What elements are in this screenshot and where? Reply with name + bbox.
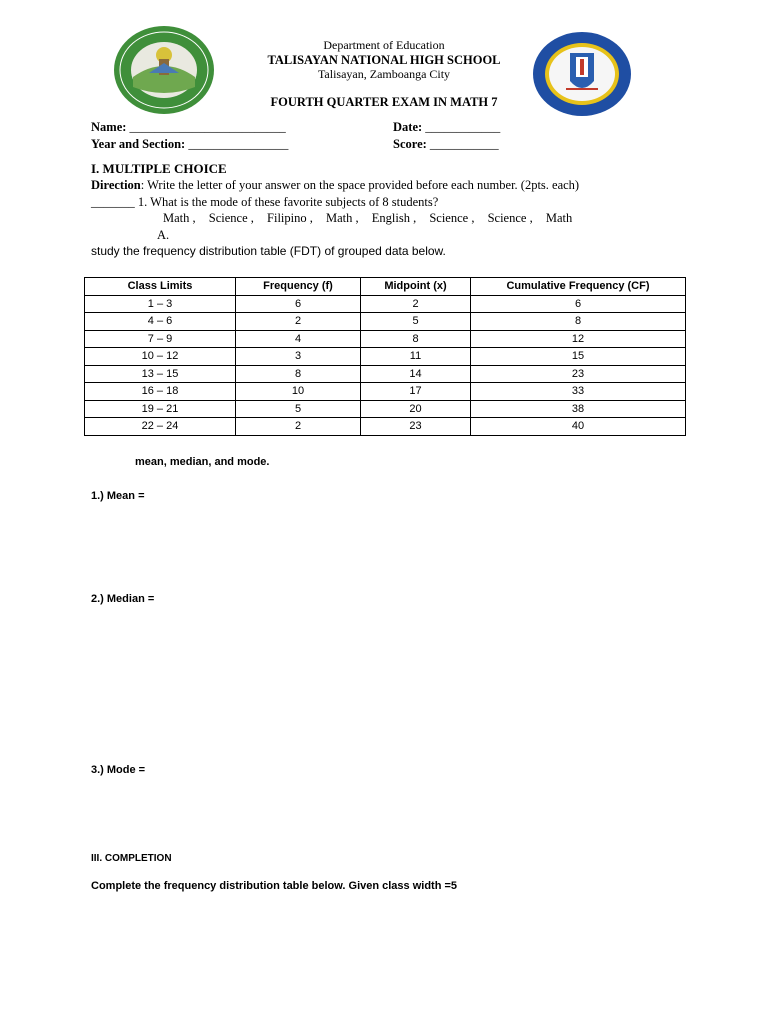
exam-title: FOURTH QUARTER EXAM IN MATH 7 bbox=[270, 95, 498, 109]
q1-text: 1. What is the mode of these favorite subjects of 8 students? bbox=[134, 195, 439, 209]
table-row bbox=[85, 418, 686, 436]
q1-answer-blank[interactable]: _______ bbox=[91, 195, 135, 209]
table-cell: 8 bbox=[471, 313, 686, 331]
table-cell: 7 – 9 bbox=[85, 330, 236, 348]
table-cell: 5 bbox=[236, 400, 361, 418]
table-row bbox=[85, 365, 686, 383]
direction-text: : Write the letter of your answer on the space provided before each number. (2pts. each) bbox=[140, 178, 580, 192]
section1-title: I. MULTIPLE CHOICE bbox=[91, 161, 227, 176]
table-cell: 11 bbox=[361, 348, 471, 366]
table-cell: 17 bbox=[361, 383, 471, 401]
table-cell: 38 bbox=[471, 400, 686, 418]
instruction-text: mean, median, and mode. bbox=[135, 456, 270, 468]
table-cell: 6 bbox=[236, 295, 361, 313]
subject-item: English , bbox=[371, 211, 417, 225]
table-cell: 20 bbox=[361, 400, 471, 418]
date-label: Date: bbox=[393, 120, 423, 134]
mode-question: 3.) Mode = bbox=[91, 764, 146, 776]
subject-item: Math , bbox=[163, 211, 196, 225]
direction-line bbox=[91, 178, 579, 193]
table-cell: 3 bbox=[236, 348, 361, 366]
table-cell: 2 bbox=[236, 418, 361, 436]
department-title: Department of Education bbox=[323, 38, 445, 52]
table-cell: 2 bbox=[361, 295, 471, 313]
date-input-line[interactable]: ____________ bbox=[425, 120, 501, 134]
table-cell: 23 bbox=[361, 418, 471, 436]
school-location: Talisayan, Zamboanga City bbox=[317, 67, 451, 81]
section3-title: III. COMPLETION bbox=[91, 853, 172, 864]
table-cell: 8 bbox=[361, 330, 471, 348]
table-row bbox=[85, 400, 686, 418]
name-input-line[interactable]: _________________________ bbox=[129, 120, 286, 134]
table-row bbox=[85, 348, 686, 366]
date-field bbox=[393, 120, 500, 135]
name-field bbox=[91, 120, 286, 135]
table-cell: 23 bbox=[471, 365, 686, 383]
column-header: Midpoint (x) bbox=[361, 278, 471, 296]
subject-item: Science , bbox=[487, 211, 533, 225]
table-cell: 6 bbox=[471, 295, 686, 313]
table-cell: 4 – 6 bbox=[85, 313, 236, 331]
table-cell: 13 – 15 bbox=[85, 365, 236, 383]
table-cell: 22 – 24 bbox=[85, 418, 236, 436]
table-row bbox=[85, 295, 686, 313]
table-row bbox=[85, 330, 686, 348]
year-section-label: Year and Section: bbox=[91, 137, 186, 151]
score-field bbox=[393, 137, 499, 152]
question-1 bbox=[91, 195, 438, 210]
table-cell: 10 – 12 bbox=[85, 348, 236, 366]
column-header: Class Limits bbox=[85, 278, 236, 296]
score-input-line[interactable]: ___________ bbox=[429, 137, 499, 151]
column-header: Cumulative Frequency (CF) bbox=[471, 278, 686, 296]
subject-item: Science , bbox=[208, 211, 254, 225]
table-row bbox=[85, 313, 686, 331]
q1-subject-list bbox=[163, 211, 582, 226]
school-name: TALISAYAN NATIONAL HIGH SCHOOL bbox=[267, 53, 501, 67]
table-row bbox=[85, 383, 686, 401]
direction-label: Direction bbox=[91, 178, 141, 192]
fdt-intro: study the frequency distribution table (FDT) of grouped data below. bbox=[91, 244, 446, 258]
table-cell: 8 bbox=[236, 365, 361, 383]
table-cell: 12 bbox=[471, 330, 686, 348]
year-section-field bbox=[91, 137, 288, 152]
score-label: Score: bbox=[393, 137, 427, 151]
year-section-input-line[interactable]: ________________ bbox=[188, 137, 289, 151]
table-cell: 2 bbox=[236, 313, 361, 331]
subject-item: Science , bbox=[429, 211, 475, 225]
table-cell: 4 bbox=[236, 330, 361, 348]
table-cell: 16 – 18 bbox=[85, 383, 236, 401]
mean-question: 1.) Mean = bbox=[91, 490, 145, 502]
table-cell: 10 bbox=[236, 383, 361, 401]
table-cell: 14 bbox=[361, 365, 471, 383]
q1-choice-a[interactable]: A. bbox=[157, 228, 170, 242]
frequency-distribution-table bbox=[84, 277, 686, 436]
subject-item: Math bbox=[545, 211, 573, 225]
table-header-row bbox=[85, 278, 686, 296]
subject-item: Math , bbox=[325, 211, 359, 225]
table-cell: 5 bbox=[361, 313, 471, 331]
table-cell: 1 – 3 bbox=[85, 295, 236, 313]
median-question: 2.) Median = bbox=[91, 593, 155, 605]
name-label: Name: bbox=[91, 120, 127, 134]
section3-instruction: Complete the frequency distribution table below. Given class width =5 bbox=[91, 880, 458, 892]
table-cell: 19 – 21 bbox=[85, 400, 236, 418]
table-cell: 33 bbox=[471, 383, 686, 401]
table-cell: 40 bbox=[471, 418, 686, 436]
subject-item: Filipino , bbox=[267, 211, 313, 225]
table-cell: 15 bbox=[471, 348, 686, 366]
column-header: Frequency (f) bbox=[236, 278, 361, 296]
